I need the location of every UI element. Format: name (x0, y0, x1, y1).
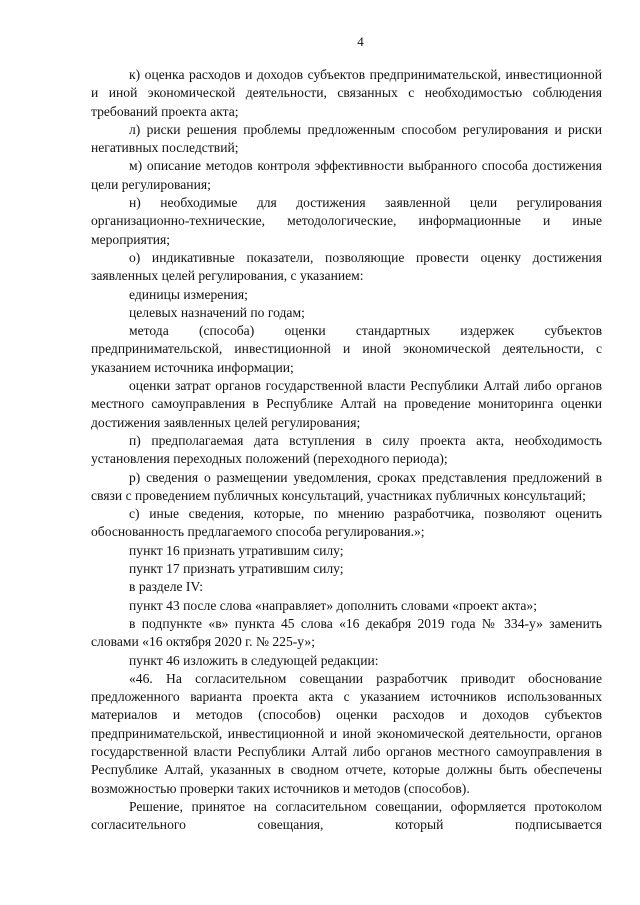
paragraph-m: м) описание методов контроля эффективности выбранного способа достижения цели регулирования; (91, 158, 602, 192)
paragraph-item-46-text: «46. На согласительном совещании разработчик приводит обоснование предложенного варианта проекта акта с указанием источников использованных материалов и методов (способов) оценки расходов и доходов субъектов предпринимательской, инвестиционной и иной экономической деятельности, органов государственной власти Республики Алтай либо органов местного самоуправления в Республике Алтай, указанных в сводном отчете, которые должны быть обеспечены возможностью проверки таких источников и методов (способов). (91, 670, 602, 796)
document-body (91, 66, 602, 834)
paragraph-section-iv: в разделе IV: (129, 579, 204, 595)
paragraph-decision: Решение, принятое на согласительном совещании, оформляется протоколом согласительного совещания, который подписывается (91, 798, 602, 833)
paragraph-item-46-intro: пункт 46 изложить в следующей редакции: (129, 652, 379, 668)
page-number: 4 (357, 34, 364, 49)
paragraph-item-43: пункт 43 после слова «направляет» дополнить словами «проект акта»; (129, 597, 537, 613)
paragraph-r: р) сведения о размещении уведомления, сроках представления предложений в связи с проведением публичных консультаций, участниках публичных консультаций; (91, 469, 602, 503)
paragraph-p: п) предполагаемая дата вступления в силу проекта акта, необходимость установления переходных положений (переходного периода); (91, 432, 602, 467)
paragraph-costs: оценки затрат органов государственной власти Республики Алтай либо органов местного самоуправления в Республике Алтай на проведение мониторинга оценки достижения заявленных целей регулирования; (91, 378, 602, 430)
paragraph-l: л) риски решения проблемы предложенным способом регулирования и риски негативных последствий; (91, 121, 602, 156)
paragraph-units: единицы измерения; (129, 286, 248, 302)
paragraph-targets: целевых назначений по годам; (129, 304, 305, 320)
paragraph-item-17: пункт 17 признать утратившим силу; (129, 561, 344, 577)
paragraph-method: метода (способа) оценки стандартных издержек субъектов предпринимательской, инвестиционной и иной экономической деятельности, с указанием источника информации; (91, 323, 602, 375)
paragraph-s: с) иные сведения, которые, по мнению разработчика, позволяют оценить обоснованность предлагаемого способа регулирования.»; (91, 506, 602, 540)
paragraph-item-45: в подпункте «в» пункта 45 слова «16 декабря 2019 года № 334-у» заменить словами «16 октября 2020 г. № 225-у»; (91, 615, 602, 650)
paragraph-o: о) индикативные показатели, позволяющие провести оценку достижения заявленных целей регулирования, с указанием: (91, 249, 602, 284)
paragraph-k: к) оценка расходов и доходов субъектов предпринимательской, инвестиционной и иной экономической деятельности, связанных с необходимостью соблюдения требований проекта акта; (91, 67, 602, 119)
paragraph-item-16: пункт 16 признать утратившим силу; (129, 542, 344, 558)
paragraph-n: н) необходимые для достижения заявленной цели регулирования организационно-технические, методологические, информационные и иные мероприятия; (91, 195, 602, 247)
